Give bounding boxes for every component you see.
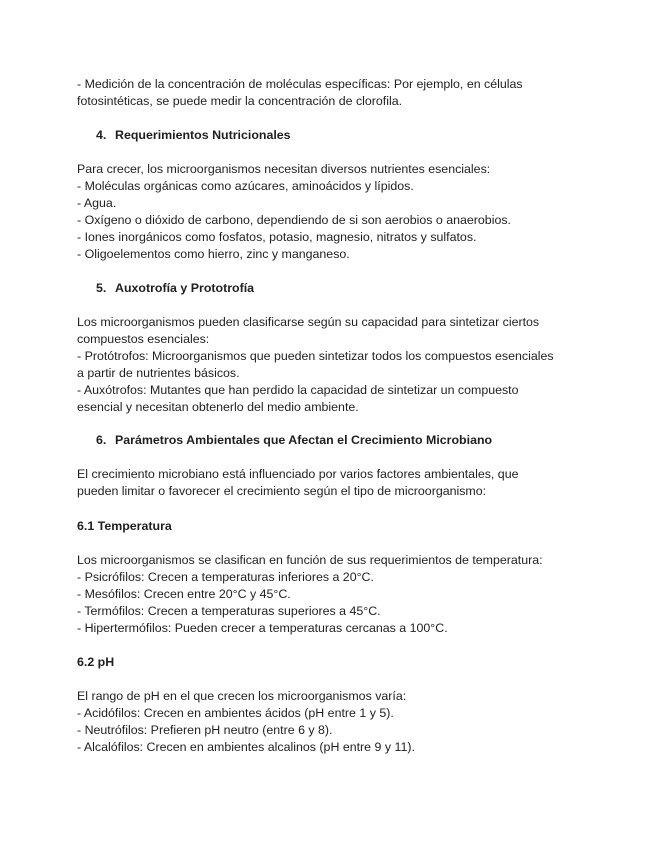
section-number: 4. <box>96 128 107 142</box>
section-5-heading <box>96 280 254 297</box>
list-item: - Hipertermófilos: Pueden crecer a temperaturas cercanas a 100°C. <box>77 621 448 635</box>
list-item: - Moléculas orgánicas como azúcares, aminoácidos y lípidos. <box>77 179 414 193</box>
list-item: - Acidófilos: Crecen en ambientes ácidos (pH entre 1 y 5). <box>77 706 394 720</box>
list-item: - Mesófilos: Crecen entre 20°C y 45°C. <box>77 587 291 601</box>
list-item: - Agua. <box>77 196 117 210</box>
list-item: - Auxótrofos: Mutantes que han perdido la capacidad de sintetizar un compuesto <box>77 383 519 397</box>
section-title: Auxotrofía y Prototrofía <box>115 281 255 295</box>
section-title: Requerimientos Nutricionales <box>115 128 291 142</box>
paragraph-line: Los microorganismos se clasifican en función de sus requerimientos de temperatura: <box>77 553 543 567</box>
paragraph-line: Para crecer, los microorganismos necesitan diversos nutrientes esenciales: <box>77 162 491 176</box>
section-4-body <box>77 161 582 263</box>
section-number: 5. <box>96 281 107 295</box>
paragraph-line: El crecimiento microbiano está influenciado por varios factores ambientales, que <box>77 467 519 481</box>
section-6-1-heading: 6.1 Temperatura <box>77 519 172 533</box>
section-6-1-body <box>77 552 582 637</box>
list-item: - Iones inorgánicos como fosfatos, potasio, magnesio, nitratos y sulfatos. <box>77 230 477 244</box>
paragraph-line: El rango de pH en el que crecen los microorganismos varía: <box>77 689 407 703</box>
paragraph-line: fotosintéticas, se puede medir la concentración de clorofila. <box>77 94 403 108</box>
list-item: - Alcalófilos: Crecen en ambientes alcalinos (pH entre 9 y 11). <box>77 740 415 754</box>
section-6-body <box>77 466 582 500</box>
list-item: a partir de nutrientes básicos. <box>77 366 240 380</box>
section-5-body <box>77 314 582 416</box>
list-item: - Termófilos: Crecen a temperaturas superiores a 45°C. <box>77 604 381 618</box>
paragraph-line: compuestos esenciales: <box>77 332 210 346</box>
intro-paragraph <box>77 76 582 110</box>
list-item: - Neutrófilos: Prefieren pH neutro (entre 6 y 8). <box>77 723 333 737</box>
section-4-heading <box>96 127 291 144</box>
section-6-heading <box>96 432 492 449</box>
list-item: - Oxígeno o dióxido de carbono, dependiendo de si son aerobios o anaerobios. <box>77 213 511 227</box>
list-item: esencial y necesitan obtenerlo del medio ambiente. <box>77 400 359 414</box>
section-6-2-body <box>77 688 582 756</box>
paragraph-line: - Medición de la concentración de moléculas específicas: Por ejemplo, en células <box>77 77 523 91</box>
paragraph-line: Los microorganismos pueden clasificarse según su capacidad para sintetizar ciertos <box>77 315 540 329</box>
list-item: - Oligoelementos como hierro, zinc y manganeso. <box>77 247 350 261</box>
list-item: - Psicrófilos: Crecen a temperaturas inferiores a 20°C. <box>77 570 374 584</box>
paragraph-line: pueden limitar o favorecer el crecimiento según el tipo de microorganismo: <box>77 484 487 498</box>
section-6-2-heading: 6.2 pH <box>77 655 115 669</box>
section-title: Parámetros Ambientales que Afectan el Crecimiento Microbiano <box>115 433 493 447</box>
list-item: - Protótrofos: Microorganismos que pueden sintetizar todos los compuestos esenciales <box>77 349 554 363</box>
section-number: 6. <box>96 433 107 447</box>
